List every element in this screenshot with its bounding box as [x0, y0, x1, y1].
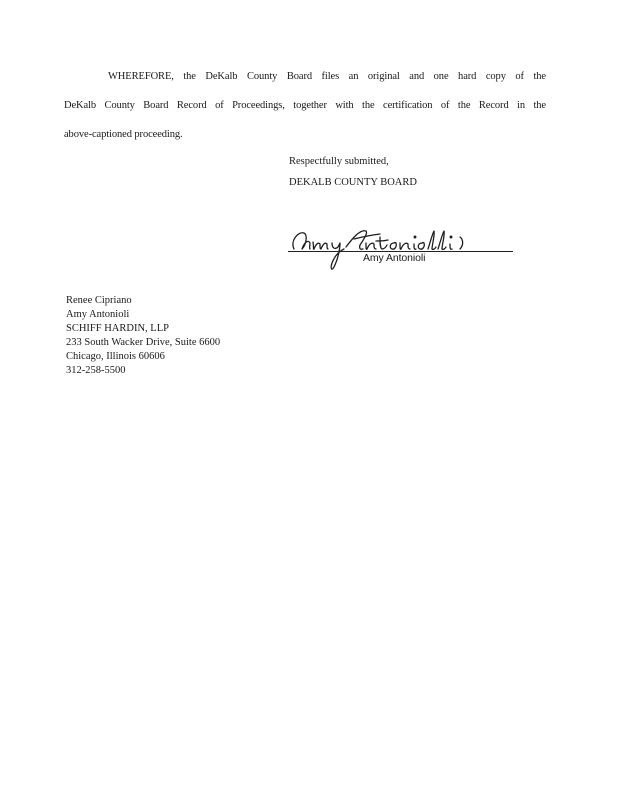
- counsel-line: Chicago, Illinois 60606: [66, 351, 165, 362]
- counsel-line: SCHIFF HARDIN, LLP: [66, 323, 169, 334]
- paragraph-line-1: WHEREFORE, the DeKalb County Board files an original and one hard copy of the: [108, 71, 546, 82]
- counsel-line: Amy Antonioli: [66, 309, 130, 320]
- counsel-address-block: [66, 294, 220, 378]
- counsel-line: 233 South Wacker Drive, Suite 6600: [66, 337, 221, 348]
- signature-block: [280, 215, 520, 275]
- paragraph-line-2: DeKalb County Board Record of Proceedings, together with the certification of the Record in the: [64, 100, 546, 111]
- paragraph-line-3: above-captioned proceeding.: [64, 129, 183, 140]
- organization-name: DEKALB COUNTY BOARD: [289, 177, 417, 188]
- salutation: Respectfully submitted,: [289, 156, 389, 167]
- signer-name: Amy Antonioli: [363, 252, 426, 264]
- counsel-line: Renee Cipriano: [66, 295, 132, 306]
- handwritten-signature: [280, 215, 520, 275]
- counsel-line: 312-258-5500: [66, 365, 126, 376]
